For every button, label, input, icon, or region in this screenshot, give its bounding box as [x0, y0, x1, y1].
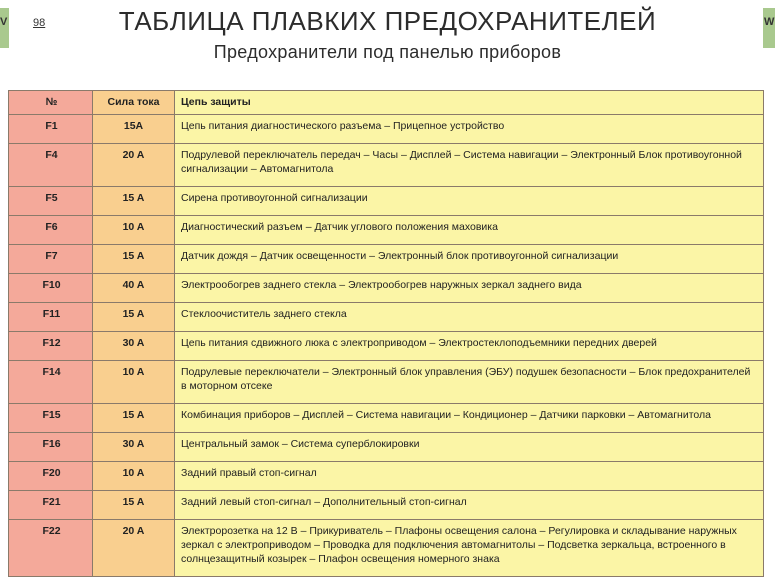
page-subtitle: Предохранители под панелью приборов	[213, 42, 562, 62]
fuse-circuit: Комбинация приборов – Дисплей – Система навигации – Кондиционер – Датчики парковки – Автомагнитола	[175, 404, 764, 433]
fuse-current: 10 A	[93, 361, 175, 404]
column-header-circuit: Цепь защиты	[175, 91, 764, 115]
fuse-current: 20 A	[93, 520, 175, 577]
fuse-number: F22	[9, 520, 93, 577]
fuse-number: F12	[9, 332, 93, 361]
table-row	[9, 462, 764, 491]
fuse-circuit: Датчик дождя – Датчик освещенности – Электронный блок противоугонной сигнализации	[175, 245, 764, 274]
fuse-current: 40 A	[93, 274, 175, 303]
fuse-current: 15 A	[93, 491, 175, 520]
table-row	[9, 361, 764, 404]
fuse-number: F1	[9, 115, 93, 144]
page-title: ТАБЛИЦА ПЛАВКИХ ПРЕДОХРАНИТЕЛЕЙ	[118, 6, 657, 36]
table-row	[9, 433, 764, 462]
fuse-circuit: Электрообогрев заднего стекла – Электрообогрев наружных зеркал заднего вида	[175, 274, 764, 303]
table-row	[9, 404, 764, 433]
fuse-number: F7	[9, 245, 93, 274]
fuse-circuit: Сирена противоугонной сигнализации	[175, 187, 764, 216]
table-row	[9, 144, 764, 187]
fuse-current: 20 A	[93, 144, 175, 187]
table-header-row	[9, 91, 764, 115]
column-header-current: Сила тока	[93, 91, 175, 115]
fuse-number: F20	[9, 462, 93, 491]
table-row	[9, 491, 764, 520]
fuse-circuit: Центральный замок – Система суперблокировки	[175, 433, 764, 462]
fuse-current: 15A	[93, 115, 175, 144]
fuse-current: 15 A	[93, 404, 175, 433]
fuse-circuit: Стеклоочиститель заднего стекла	[175, 303, 764, 332]
page-number: 98	[33, 17, 46, 29]
table-row	[9, 115, 764, 144]
table-row	[9, 187, 764, 216]
fuse-current: 15 A	[93, 245, 175, 274]
table-row	[9, 274, 764, 303]
fuse-circuit: Подрулевой переключатель передач – Часы – Дисплей – Система навигации – Электронный Блок противоугонной сигнализации – Автомагнитола	[175, 144, 764, 187]
fuse-circuit: Задний левый стоп-сигнал – Дополнительный стоп-сигнал	[175, 491, 764, 520]
column-header-number: №	[9, 91, 93, 115]
fuse-number: F16	[9, 433, 93, 462]
fuse-number: F14	[9, 361, 93, 404]
table-row	[9, 332, 764, 361]
fuse-current: 10 A	[93, 462, 175, 491]
fuse-current: 30 A	[93, 332, 175, 361]
fuse-number: F21	[9, 491, 93, 520]
fuse-circuit: Подрулевые переключатели – Электронный блок управления (ЭБУ) подушек безопасности – Блок предохранителей в моторном отсеке	[175, 361, 764, 404]
fuse-number: F10	[9, 274, 93, 303]
table-row	[9, 216, 764, 245]
fuse-number: F5	[9, 187, 93, 216]
right-tab-letter: W	[764, 16, 775, 28]
fuse-number: F11	[9, 303, 93, 332]
fuse-number: F15	[9, 404, 93, 433]
fuse-circuit: Цепь питания сдвижного люка с электроприводом – Электростеклоподъемники передних дверей	[175, 332, 764, 361]
fuse-current: 15 A	[93, 187, 175, 216]
fuse-current: 10 A	[93, 216, 175, 245]
fuse-table	[8, 90, 764, 577]
table-row	[9, 303, 764, 332]
table-row	[9, 520, 764, 577]
fuse-circuit: Цепь питания диагностического разъема – Прицепное устройство	[175, 115, 764, 144]
fuse-current: 15 A	[93, 303, 175, 332]
fuse-circuit: Электророзетка на 12 В – Прикуриватель – Плафоны освещения салона – Регулировка и складывание наружных зеркал с электроприводом – Проводка для подключения автомагнитолы – Подсветка зеркальца, встроенного в солнцезащитный козырек – Плафон освещения номерного знака	[175, 520, 764, 577]
fuse-current: 30 A	[93, 433, 175, 462]
table-row	[9, 245, 764, 274]
fuse-circuit: Задний правый стоп-сигнал	[175, 462, 764, 491]
fuse-number: F6	[9, 216, 93, 245]
left-tab-letter: V	[0, 16, 8, 28]
fuse-circuit: Диагностический разъем – Датчик углового положения маховика	[175, 216, 764, 245]
fuse-number: F4	[9, 144, 93, 187]
